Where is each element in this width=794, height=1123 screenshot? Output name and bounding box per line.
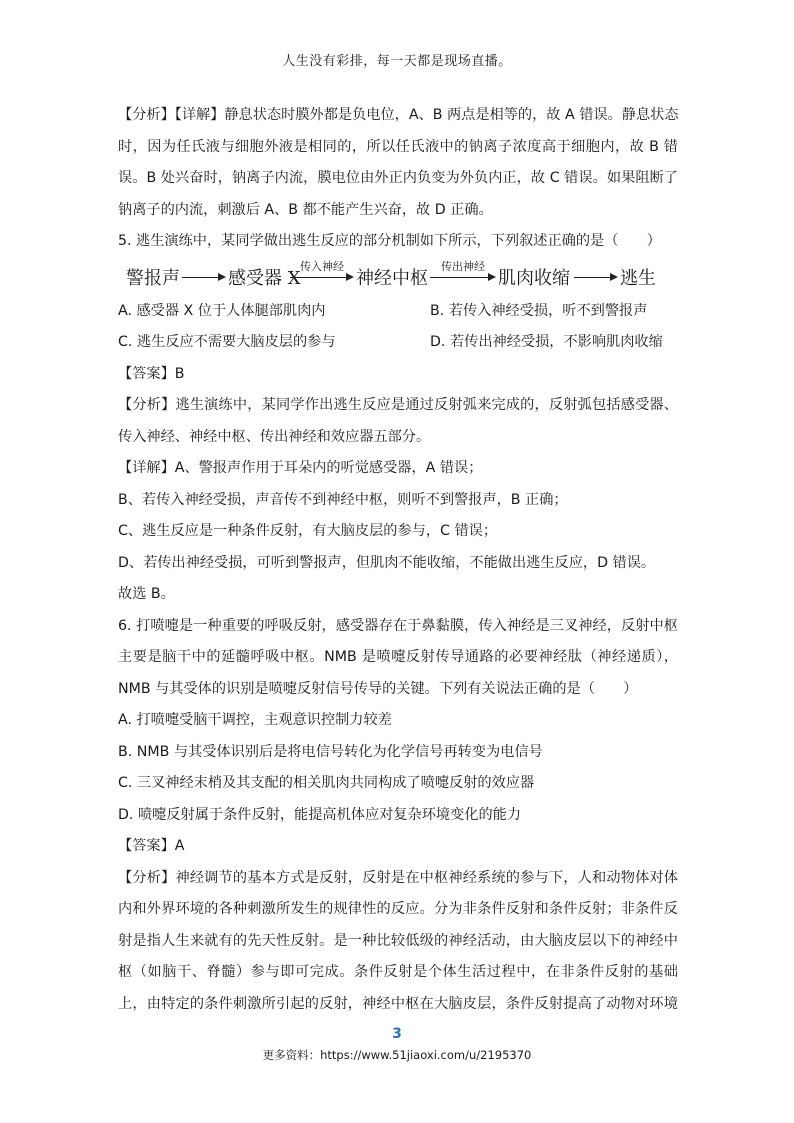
detail-line: B、若传入神经受损，声音传不到神经中枢，则听不到警报声，B 正确； [118, 491, 568, 508]
diagram-arrow-1 [182, 258, 226, 296]
text-line: 时，因为任氏液与细胞外液是相同的，所以任氏液中的钠离子浓度高于细胞内，故 B 错 [118, 138, 678, 155]
diagram-arrow-efferent [430, 258, 496, 296]
page-header-motto: 人生没有彩排，每一天都是现场直播。 [282, 54, 512, 69]
reflex-flow-diagram [118, 258, 678, 296]
option-a: A. 打喷嚏受脑干调控，主观意识控制力较差 [118, 712, 392, 728]
detail-line: 故选 B。 [118, 586, 175, 602]
question-6-stem: 6. 打喷嚏是一种重要的呼吸反射，感受器存在于鼻黏膜，传入神经是三叉神经，反射中枢 [118, 617, 678, 634]
question-5-options-cd [118, 327, 678, 359]
analysis-line: 上，由特定的条件刺激所引起的反射，神经中枢在大脑皮层，条件反射提高了动物对环境 [118, 995, 678, 1012]
option-d: D. 喷嚏反射属于条件反射，能提高机体应对复杂环境变化的能力 [118, 806, 522, 823]
diagram-node-alarm: 警报声 [126, 267, 180, 289]
answer-6: 【答案】A [118, 838, 185, 854]
option-d: D. 若传出神经受损，不影响肌肉收缩 [430, 334, 663, 350]
text-line: 误。B 处兴奋时，钠离子内流，膜电位由外正内负变为外负内正，故 C 错误。如果阻断了 [118, 170, 678, 186]
diagram-node-escape: 逃生 [620, 267, 656, 289]
analysis-line: 内和外界环境的各种刺激所发生的规律性的反应。分为非条件反射和条件反射；非条件反 [118, 901, 678, 917]
detail-line: D、若传出神经受损，可听到警报声，但肌肉不能收缩，不能做出逃生反应，D 错误。 [118, 554, 656, 571]
diagram-node-center: 神经中枢 [356, 267, 428, 289]
diagram-arrow-4 [574, 258, 618, 296]
analysis-line: 枢（如脑干、脊髓）参与即可完成。条件反射是个体生活过程中，在非条件反射的基础 [118, 964, 678, 980]
footer-more-resources [0, 1047, 794, 1063]
answer-5: 【答案】B [118, 365, 185, 382]
document-body [118, 100, 678, 1020]
text-line: 【分析】【详解】静息状态时膜外都是负电位，A、B 两点是相等的，故 A 错误。静息状态 [118, 107, 679, 123]
question-5-stem: 5. 逃生演练中，某同学做出逃生反应的部分机制如下所示，下列叙述正确的是（ ） [118, 233, 661, 249]
diagram-arrow-afferent [290, 258, 354, 296]
detail-line: 【详解】A、警报声作用于耳朵内的听觉感受器，A 错误； [118, 460, 483, 476]
question-6-stem: 主要是脑干中的延髓呼吸中枢。NMB 是喷嚏反射传导通路的必要神经肽（神经递质）， [118, 649, 678, 665]
footer-more-label: 更多资料： [262, 1048, 321, 1062]
afferent-label: 传入神经 [300, 259, 344, 273]
analysis-line: 射是指人生来就有的先天性反射。是一种比较低级的神经活动，由大脑皮层以下的神经中 [118, 932, 678, 949]
diagram-node-receptor: 感受器 X [228, 267, 301, 289]
detail-line: C、逃生反应是一种条件反射，有大脑皮层的参与，C 错误； [118, 523, 498, 539]
analysis-line: 传入神经、神经中枢、传出神经和效应器五部分。 [118, 428, 431, 445]
option-b: B. NMB 与其受体识别后是将电信号转化为化学信号再转变为电信号 [118, 743, 543, 760]
efferent-label: 传出神经 [441, 259, 485, 273]
analysis-line: 【分析】神经调节的基本方式是反射，反射是在中枢神经系统的参与下，人和动物体对体 [118, 869, 678, 886]
footer-resource-link[interactable]: https://www.51jiaoxi.com/u/2195370 [320, 1048, 532, 1062]
question-5-options-ab [118, 296, 678, 328]
option-c: C. 三叉神经末梢及其支配的相关肌肉共同构成了喷嚏反射的效应器 [118, 775, 535, 791]
analysis-line: 【分析】逃生演练中，某同学作出逃生反应是通过反射弧来完成的，反射弧包括感受器、 [118, 397, 678, 413]
option-b: B. 若传入神经受损，听不到警报声 [430, 302, 648, 319]
text-line: 钠离子的内流，刺激后 A、B 都不能产生兴奋，故 D 正确。 [118, 201, 493, 218]
question-6-stem: NMB 与其受体的识别是喷嚏反射信号传导的关键。下列有关说法正确的是（ ） [118, 680, 638, 697]
option-c: C. 逃生反应不需要大脑皮层的参与 [118, 334, 336, 350]
option-a: A. 感受器 X 位于人体腿部肌肉内 [118, 302, 326, 319]
page-number: 3 [392, 1026, 402, 1042]
diagram-node-muscle: 肌肉收缩 [498, 267, 570, 289]
